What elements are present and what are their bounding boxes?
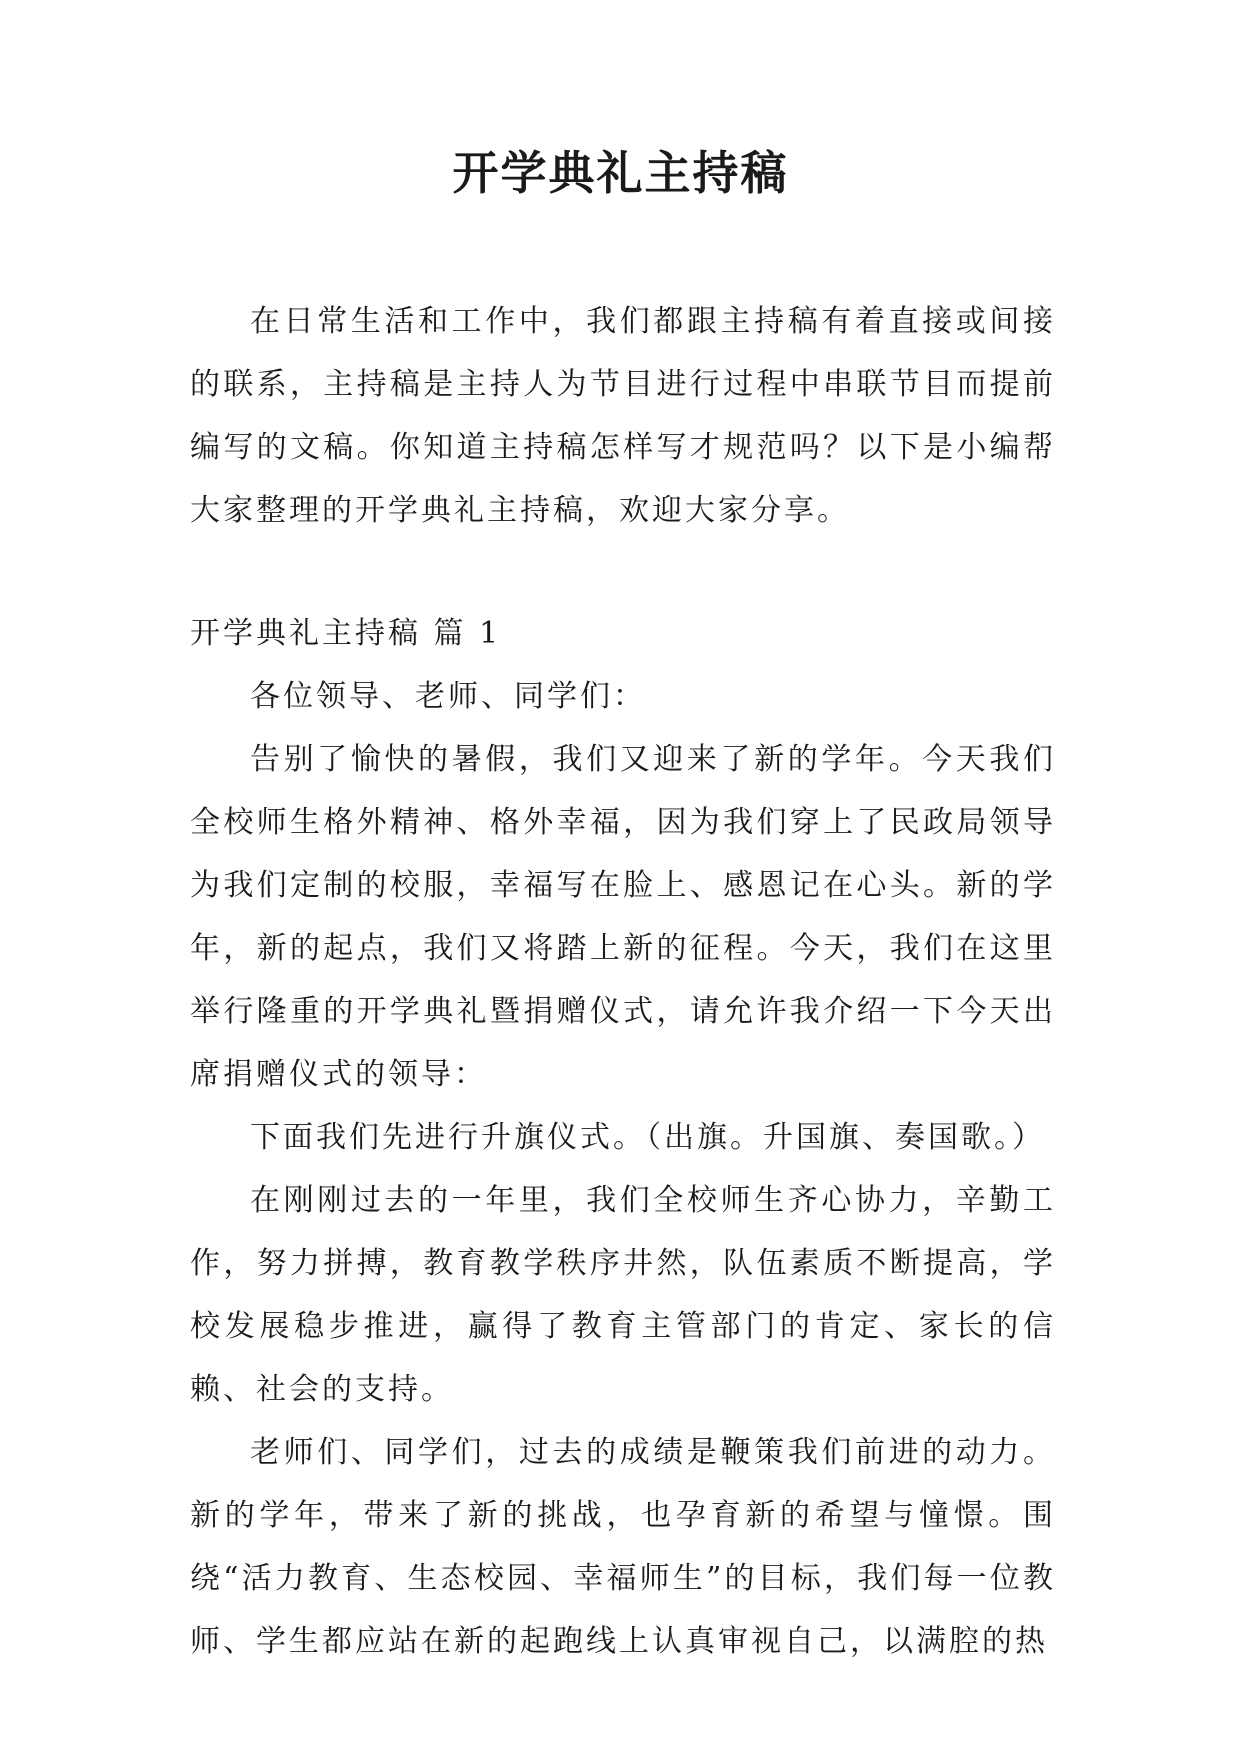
intro-paragraph: 在日常生活和工作中，我们都跟主持稿有着直接或间接的联系，主持稿是主持人为节目进行过程中串联节目而提前编写的文稿。你知道主持稿怎样写才规范吗？以下是小编帮大家整理的开学典礼主持稿，欢迎大家分享。 xyxy=(190,304,1056,528)
paragraph-flag-ceremony: 下面我们先进行升旗仪式。（出旗。升国旗、奏国歌。） xyxy=(250,1120,1045,1155)
document-title: 开学典礼主持稿 xyxy=(452,146,789,200)
paragraph-outlook: 老师们、同学们，过去的成绩是鞭策我们前进的动力。新的学年，带来了新的挑战，也孕育新的希望与憧憬。围绕“活力教育、生态校园、幸福师生”的目标，我们每一位教师、学生都应站在新的起跑线上认真审视自己，以满腔的热 xyxy=(190,1435,1056,1659)
section-heading: 开学典礼主持稿 篇 1 xyxy=(190,616,502,651)
document-body xyxy=(190,290,1056,1673)
paragraph-opening: 告别了愉快的暑假，我们又迎来了新的学年。今天我们全校师生格外精神、格外幸福，因为我们穿上了民政局领导为我们定制的校服，幸福写在脸上、感恩记在心头。新的学年，新的起点，我们又将踏上新的征程。今天，我们在这里举行隆重的开学典礼暨捐赠仪式，请允许我介绍一下今天出席捐赠仪式的领导： xyxy=(190,742,1056,1092)
paragraph-greeting: 各位领导、老师、同学们： xyxy=(250,679,646,714)
section-spacer xyxy=(190,542,1056,602)
paragraph-review: 在刚刚过去的一年里，我们全校师生齐心协力，辛勤工作，努力拼搏，教育教学秩序井然，队伍素质不断提高，学校发展稳步推进，赢得了教育主管部门的肯定、家长的信赖、社会的支持。 xyxy=(190,1183,1056,1407)
